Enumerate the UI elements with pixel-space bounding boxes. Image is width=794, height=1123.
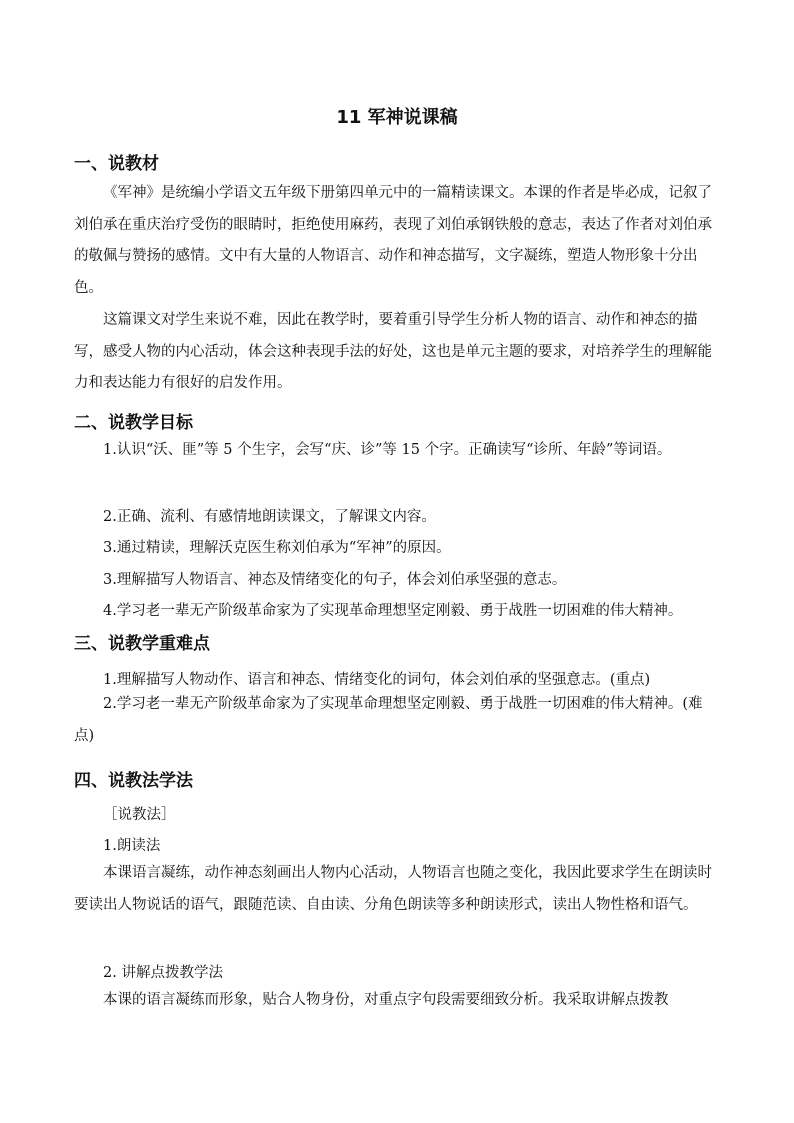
goal-item-4: 3.理解描写人物语言、神态及情绪变化的句子，体会刘伯承坚强的意志。 — [103, 572, 567, 588]
section-heading-key-difficult-points: 三、说教学重难点 — [74, 634, 210, 654]
goal-item-3: 3.通过精读，理解沃克医生称刘伯承为“军神”的原因。 — [103, 540, 451, 556]
goal-item-5: 4.学习老一辈无产阶级革命家为了实现革命理想坚定刚毅、勇于战胜一切困难的伟大精神。 — [103, 603, 683, 619]
method-2-title: 2. 讲解点拨教学法 — [103, 965, 223, 981]
goal-item-1: 1.认识“沃、匪”等 5 个生字，会写“庆、诊”等 15 个字。正确读写“诊所、年龄”等词语。 — [103, 442, 672, 458]
difficult-point-item: 2.学习老一辈无产阶级革命家为了实现革命理想坚定刚毅、勇于战胜一切困难的伟大精神。(难点) — [74, 696, 703, 744]
section-heading-methods: 四、说教法学法 — [74, 771, 193, 791]
subheading-teaching-methods: ［说教法］ — [103, 807, 176, 823]
section-heading-teaching-material: 一、说教材 — [74, 154, 159, 174]
method-1-description: 本课语言凝练，动作神态刻画出人物内心活动，人物语言也随之变化，我因此要求学生在朗读时要读出人物说话的语气，跟随范读、自由读、分角色朗读等多种朗读形式，读出人物性格和语气。 — [74, 865, 712, 913]
key-point-item: 1.理解描写人物动作、语言和神态、情绪变化的词句，体会刘伯承的坚强意志。(重点) — [103, 672, 651, 688]
document-title: 11 军神说课稿 — [336, 107, 458, 128]
goal-item-2: 2.正确、流利、有感情地朗读课文，了解课文内容。 — [103, 509, 436, 525]
method-2-description: 本课的语言凝练而形象，贴合人物身份，对重点字句段需要细致分析。我采取讲解点拨教 — [103, 992, 669, 1008]
paragraph-material-intro: 《军神》是统编小学语文五年级下册第四单元中的一篇精读课文。本课的作者是毕必成，记叙了刘伯承在重庆治疗受伤的眼睛时，拒绝使用麻药，表现了刘伯承钢铁般的意志，表达了作者对刘伯承的敬佩与赞扬的感情。文中有大量的人物语言、动作和神态描写，文字凝练，塑造人物形象十分出色。 — [74, 185, 712, 296]
section-heading-teaching-goals: 二、说教学目标 — [74, 413, 193, 433]
paragraph-material-analysis: 这篇课文对学生来说不难，因此在教学时，要着重引导学生分析人物的语言、动作和神态的描写，感受人物的内心活动，体会这种表现手法的好处，这也是单元主题的要求，对培养学生的理解能力和表达能力有很好的启发作用。 — [74, 312, 712, 392]
method-1-title: 1.朗读法 — [103, 838, 161, 854]
